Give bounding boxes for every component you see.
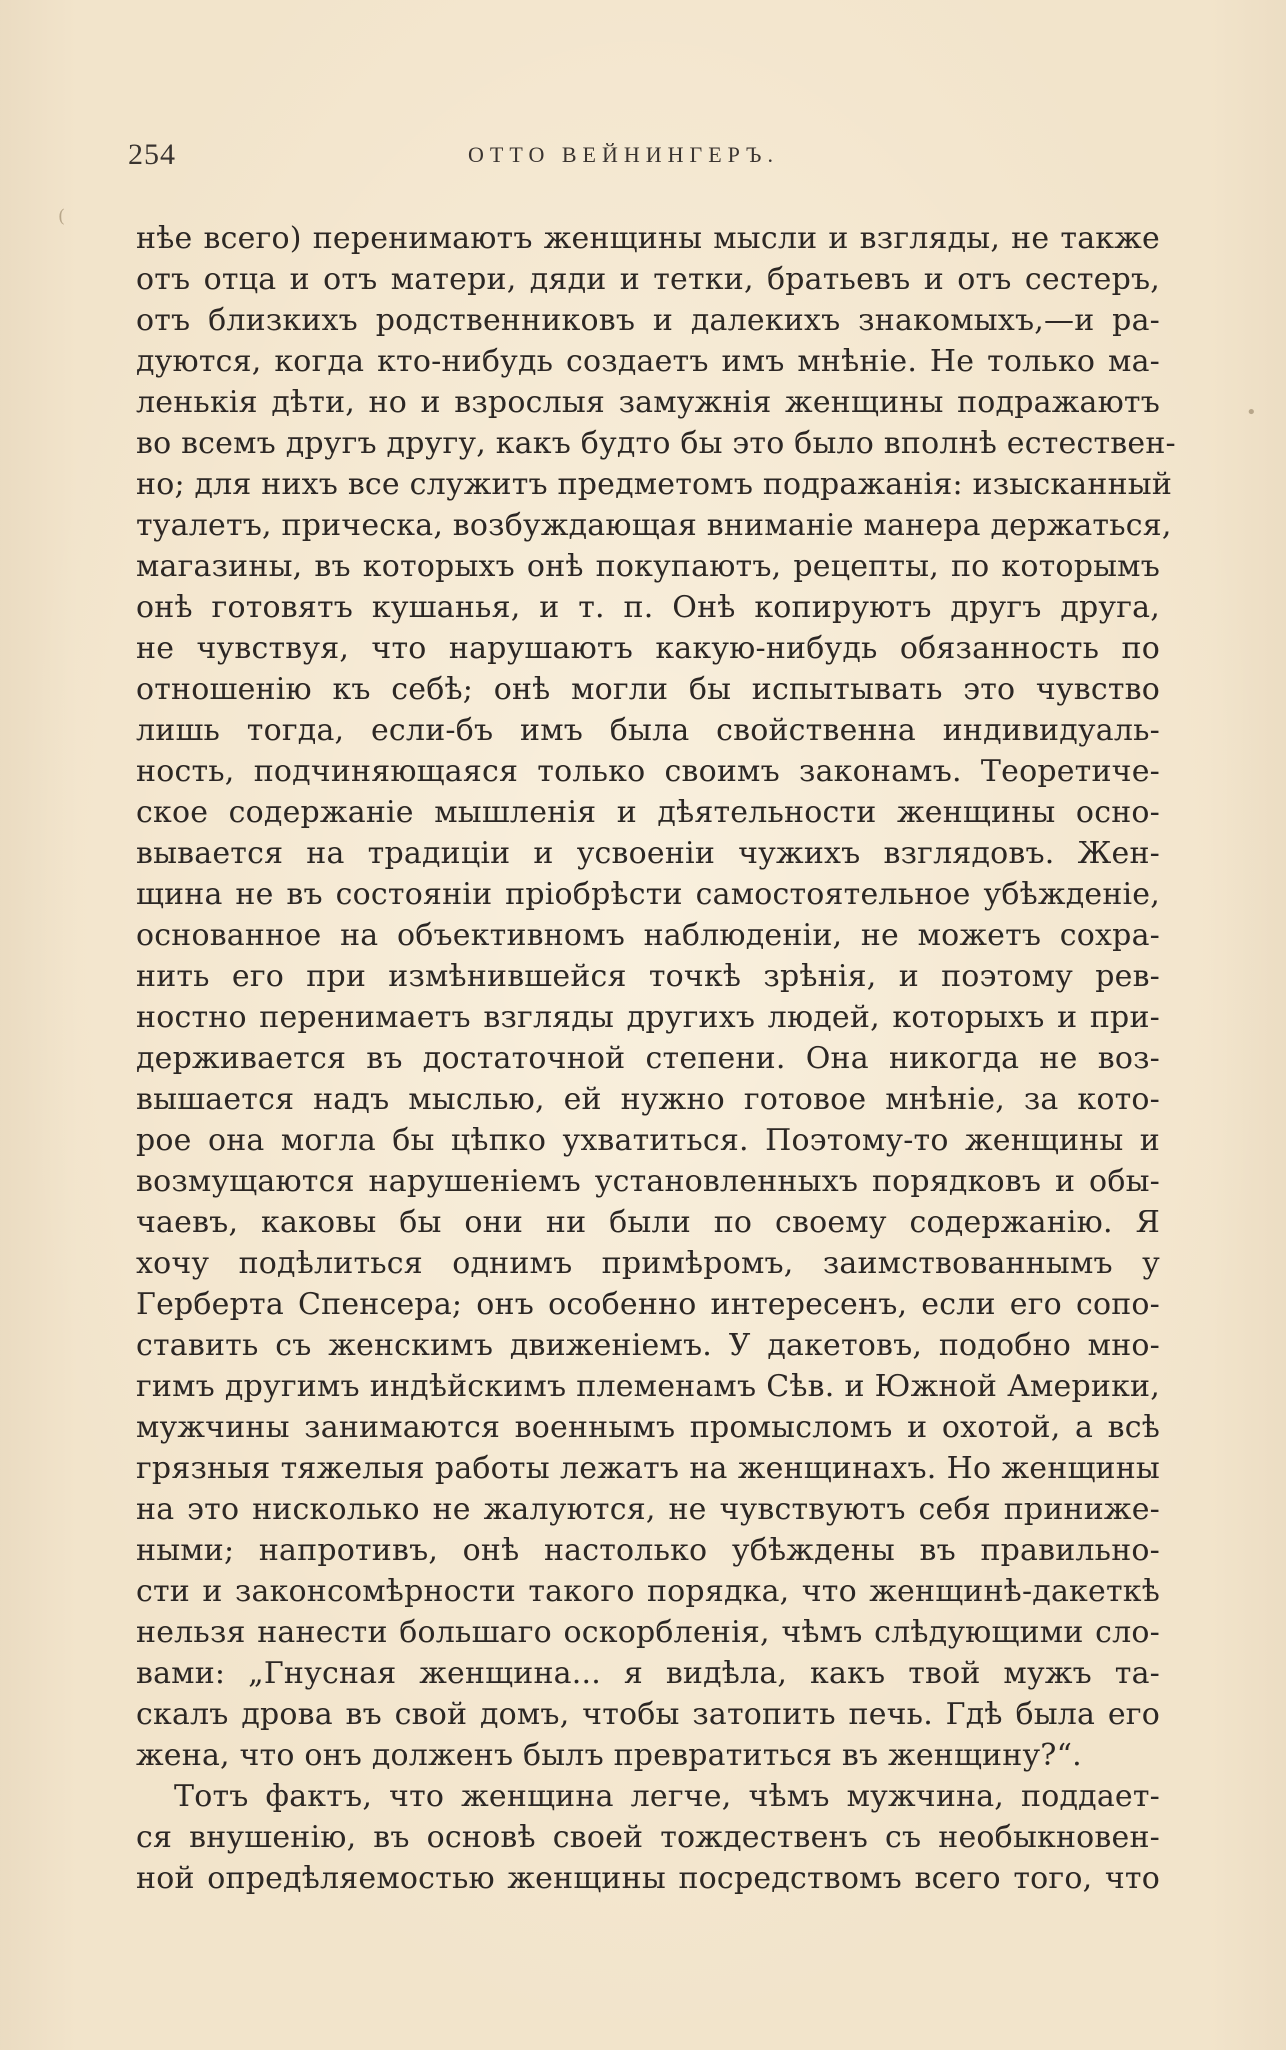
text-line: жена, что онъ долженъ былъ превратиться въ женщину?“. [136,1738,1082,1773]
text-line: отъ отца и отъ матери, дяди и тетки, братьевъ и отъ сестеръ, [136,262,1160,297]
text-line: ностно перенимаетъ взгляды другихъ людей, которыхъ и при- [136,1000,1160,1035]
text-line: ленькія дѣти, но и взрослыя замужнія женщины подражаютъ [136,385,1160,420]
text-line: лишь тогда, если-бъ имъ была свойственна индивидуаль- [136,713,1160,748]
text-line: нѣе всего) перенимаютъ женщины мысли и взгляды, не также [136,221,1160,256]
text-line: отъ близкихъ родственниковъ и далекихъ знакомыхъ,—и ра- [136,303,1160,338]
text-line: основанное на объективномъ наблюденіи, не можетъ сохра- [136,918,1160,953]
text-line: не чувствуя, что нарушаютъ какую-нибудь обязанность по [136,631,1160,666]
text-line: держивается въ достаточной степени. Она никогда не воз- [136,1041,1160,1076]
text-line: рое она могла бы цѣпко ухватиться. Поэтому-то женщины и [136,1123,1160,1158]
text-line: ское содержаніе мышленія и дѣятельности женщины осно- [136,795,1160,830]
page-number: 254 [128,138,176,171]
text-line: ными; напротивъ, онѣ настолько убѣждены въ правильно- [136,1533,1160,1568]
text-line: ставить съ женскимъ движеніемъ. У дакетовъ, подобно мно- [136,1328,1160,1363]
text-line: онѣ готовятъ кушанья, и т. п. Онѣ копируютъ другъ друга, [136,590,1160,625]
text-line: скалъ дрова въ свой домъ, чтобы затопить печь. Гдѣ была его [136,1697,1160,1732]
text-line: гимъ другимъ индѣйскимъ племенамъ Сѣв. и Южной Америки, [136,1369,1160,1404]
text-line: вышается надъ мыслью, ей нужно готовое мнѣніе, за кото- [136,1082,1160,1117]
text-line: во всемъ другъ другу, какъ будто бы это было вполнѣ естествен- [136,426,1176,461]
text-line: но; для нихъ все служитъ предметомъ подражанія: изысканный [136,467,1173,502]
text-line: отношенію къ себѣ; онѣ могли бы испытывать это чувство [136,672,1160,707]
text-line: щина не въ состояніи пріобрѣсти самостоятельное убѣжденіе, [136,877,1160,912]
text-line: Тотъ фактъ, что женщина легче, чѣмъ мужчина, поддает- [174,1779,1160,1814]
text-line: Герберта Спенсера; онъ особенно интересенъ, если его сопо- [136,1287,1160,1322]
text-line: магазины, въ которыхъ онѣ покупаютъ, рецепты, по которымъ [136,549,1160,584]
text-line: дуются, когда кто-нибудь создаетъ имъ мнѣніе. Не только ма- [136,344,1160,379]
margin-mark: • [1246,402,1257,423]
text-line: хочу подѣлиться однимъ примѣромъ, заимствованнымъ у [136,1246,1160,1281]
text-line: туалетъ, прическа, возбуждающая вниманіе манера держаться, [136,508,1172,543]
text-line: вами: „Гнусная женщина... я видѣла, какъ твой мужъ та- [136,1656,1160,1691]
text-line: сти и законсомѣрности такого порядка, что женщинѣ-дакеткѣ [136,1574,1160,1609]
text-line: чаевъ, каковы бы они ни были по своему содержанію. Я [136,1205,1160,1240]
text-line: ся внушенію, въ основѣ своей тождественъ съ необыкновен- [136,1820,1160,1855]
body-text [136,218,1176,1899]
page-header [128,138,1164,178]
text-line: вывается на традиціи и усвоеніи чужихъ взглядовъ. Жен- [136,836,1160,871]
text-line: ной опредѣляемостью женщины посредствомъ всего того, что [136,1861,1160,1896]
text-line: мужчины занимаются военнымъ промысломъ и охотой, а всѣ [136,1410,1160,1445]
text-line: возмущаются нарушеніемъ установленныхъ порядковъ и обы- [136,1164,1160,1199]
text-line: грязныя тяжелыя работы лежатъ на женщинахъ. Но женщины [136,1451,1160,1486]
text-line: нить его при измѣнившейся точкѣ зрѣнія, и поэтому рев- [136,959,1160,994]
text-line: ность, подчиняющаяся только своимъ законамъ. Теоретиче- [136,754,1160,789]
margin-mark: ( [58,206,66,227]
running-head: ОТТО ВЕЙНИНГЕРЪ. [468,142,779,167]
text-line: на это нисколько не жалуются, не чувствуютъ себя приниже- [136,1492,1160,1527]
text-line: нельзя нанести большаго оскорбленія, чѣмъ слѣдующими сло- [136,1615,1160,1650]
